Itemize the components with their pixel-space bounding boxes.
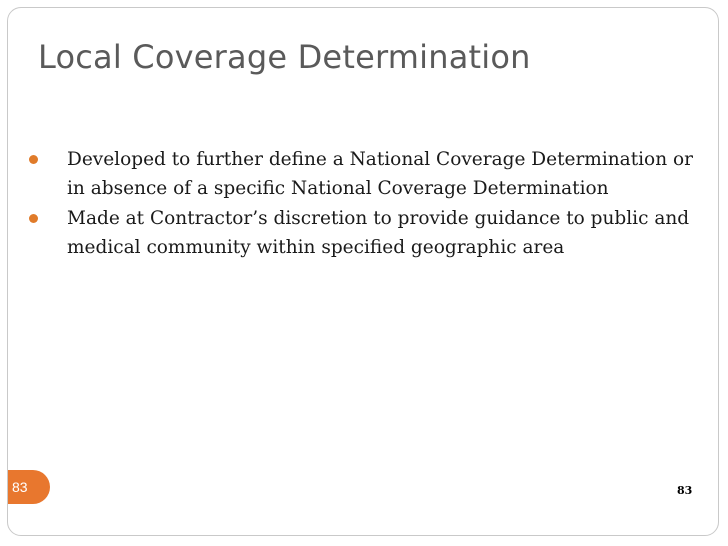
bullet-item — [25, 145, 705, 203]
slide-number-tab: 83 — [8, 470, 50, 504]
bullet-text: Made at Contractor’s discretion to provide guidance to public and medical community within specified geographic area — [67, 208, 690, 258]
bullet-item — [25, 204, 705, 262]
bullet-dot-icon — [29, 155, 38, 164]
slide-frame — [7, 7, 719, 536]
bullet-dot-icon — [29, 214, 38, 223]
bullet-text: Developed to further define a National Coverage Determination or in absence of a specific National Coverage Determination — [67, 149, 693, 199]
bullet-list — [25, 145, 705, 263]
slide-title: Local Coverage Determination — [38, 38, 531, 76]
page-number: 83 — [677, 484, 693, 497]
